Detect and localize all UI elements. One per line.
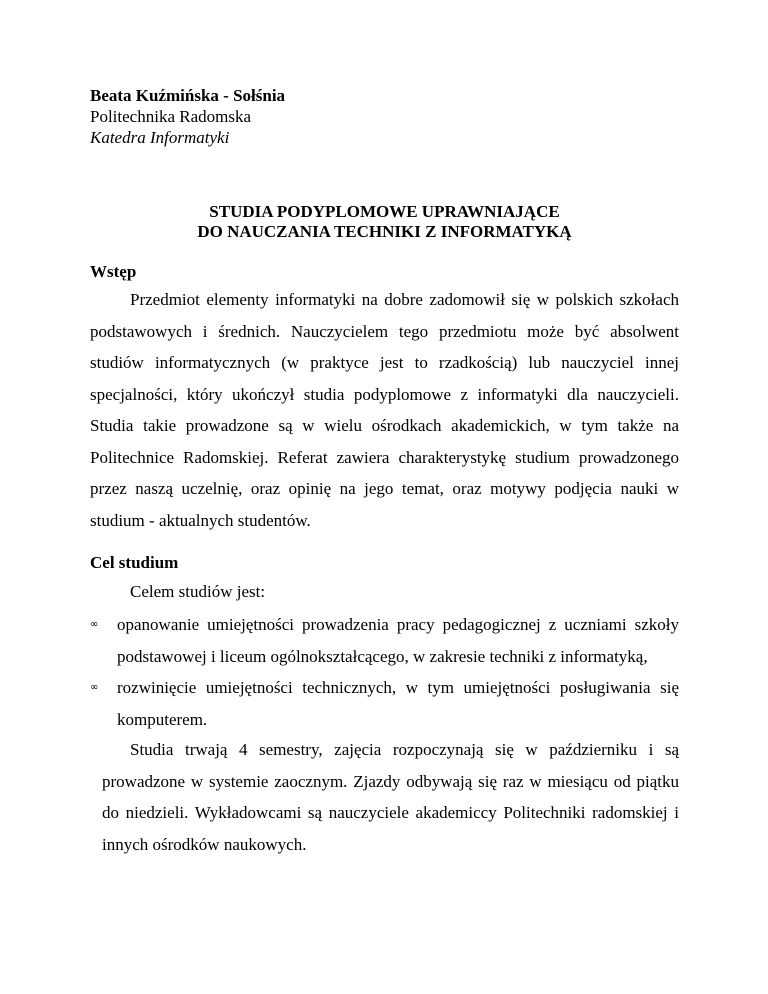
closing-paragraph [102, 734, 679, 860]
bullet-icon: ∞ [90, 682, 99, 693]
intro-heading: Wstęp [90, 262, 137, 281]
author-name: Beata Kuźmińska - Sołśnia [90, 86, 286, 105]
title-line-2: DO NAUCZANIA TECHNIKI Z INFORMATYKĄ [197, 222, 572, 241]
author-block [90, 85, 285, 148]
intro-paragraph [90, 284, 679, 536]
bullet-icon: ∞ [90, 619, 99, 630]
goals-intro: Celem studiów jest: [130, 582, 266, 601]
closing-text: Studia trwają 4 semestry, zajęcia rozpoczynają się w październiku i są prowadzone w systemie zaocznym. Zjazdy odbywają się raz w miesiącu od piątku do niedzieli. Wykładowcami są nauczyciele akademiccy Politechniki radomskiej i innych ośrodków naukowych. [102, 740, 679, 854]
intro-text: Przedmiot elementy informatyki na dobre zadomowił się w polskich szkołach podstawowych i średnich. Nauczycielem tego przedmiotu może być absolwent studiów informatycznych (w praktyce jest to rzadkością) lub nauczyciel innej specjalności, który ukończył studia podyplomowe z informatyki dla nauczycieli. Studia takie prowadzone są w wielu ośrodkach akademickich, w tym także na Politechnice Radomskiej. Referat zawiera charakterystykę studium prowadzonego przez naszą uczelnię, oraz opinię na jego temat, oraz motywy podjęcia nauki w studium - aktualnych studentów. [90, 290, 679, 530]
list-item-text: rozwinięcie umiejętności technicznych, w tym umiejętności posługiwania się komputerem. [117, 678, 679, 729]
document-title [90, 202, 679, 242]
list-item [90, 609, 679, 672]
author-department: Katedra Informatyki [90, 128, 230, 147]
goals-heading: Cel studium [90, 553, 179, 572]
goals-list [90, 609, 679, 735]
list-item [90, 672, 679, 735]
author-affiliation: Politechnika Radomska [90, 107, 252, 126]
title-line-1: STUDIA PODYPLOMOWE UPRAWNIAJĄCE [209, 202, 560, 221]
list-item-text: opanowanie umiejętności prowadzenia pracy pedagogicznej z uczniami szkoły podstawowej i liceum ogólnokształcącego, w zakresie techniki z informatyką, [117, 615, 679, 666]
